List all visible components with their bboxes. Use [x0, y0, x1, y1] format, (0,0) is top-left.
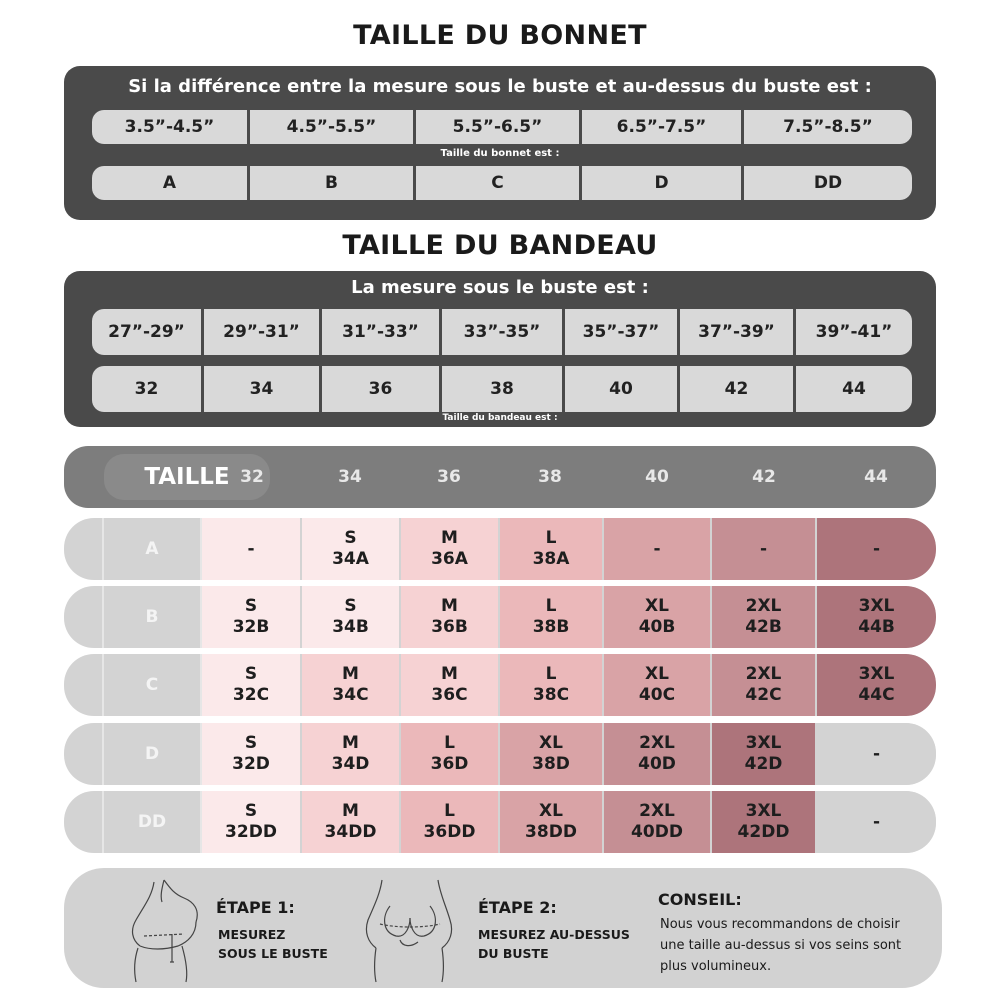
tip-text: [660, 914, 901, 977]
size-letter: S: [244, 733, 258, 753]
size-letter: M: [441, 664, 458, 684]
band-number-cell: 40: [565, 366, 680, 412]
cup-row-label: B: [102, 586, 202, 648]
size-code: 34C: [332, 685, 369, 705]
size-cell: [817, 791, 936, 853]
size-cell: [302, 723, 399, 785]
size-cell: [500, 654, 602, 716]
size-grid-header: [64, 446, 936, 508]
size-grid-row: [64, 518, 936, 580]
size-header-label: TAILLE: [104, 454, 270, 500]
size-letter: XL: [539, 801, 563, 821]
size-code: 34DD: [324, 822, 377, 842]
band-number-cell: 34: [204, 366, 322, 412]
size-cell: [712, 518, 815, 580]
size-letter: -: [247, 538, 255, 559]
cup-size-heading: Si la différence entre la mesure sous le buste et au-dessus du buste est :: [128, 76, 872, 97]
size-letter: 2XL: [639, 733, 675, 753]
size-code: 42C: [745, 685, 782, 705]
size-letter: S: [244, 801, 258, 821]
size-letter: 2XL: [745, 596, 782, 616]
cup-row-label: C: [102, 654, 202, 716]
measurement-steps-panel: [64, 868, 942, 988]
size-header-number: 40: [645, 467, 669, 487]
band-size-note: Taille du bandeau est :: [442, 413, 558, 423]
size-letter: L: [545, 528, 557, 548]
size-cell: [202, 791, 300, 853]
step1-text: [218, 925, 328, 963]
size-cell: [604, 586, 710, 648]
size-letter: -: [759, 538, 768, 559]
size-code: 34A: [332, 549, 369, 569]
size-letter: -: [872, 811, 881, 832]
cup-range-cell: 5.5”-6.5”: [416, 110, 582, 144]
size-header-number: 42: [752, 467, 776, 487]
size-cell: [500, 791, 602, 853]
band-number-cell: 44: [796, 366, 912, 412]
cup-letter-cell: C: [416, 166, 582, 200]
size-code: 44B: [858, 617, 895, 637]
cup-letter-cell: DD: [744, 166, 912, 200]
size-code: 38C: [532, 685, 570, 705]
measure-under-bust-illustration-icon: [124, 876, 214, 984]
step1-line: MESUREZ: [218, 927, 286, 942]
size-code: 40B: [638, 617, 676, 637]
size-letter: M: [441, 596, 458, 616]
band-range-cell: 35”-37”: [565, 309, 680, 355]
size-header-number: 36: [437, 467, 461, 487]
tip-title: CONSEIL:: [658, 890, 742, 909]
size-code: 32B: [232, 617, 270, 637]
size-letter: 3XL: [858, 596, 895, 616]
size-code: 36B: [431, 617, 468, 637]
size-code: 40C: [638, 685, 676, 705]
size-letter: 2XL: [745, 664, 782, 684]
size-grid-row: [64, 723, 936, 785]
cup-letter-cell: B: [250, 166, 416, 200]
size-letter: XL: [645, 664, 669, 684]
cup-row-label: D: [102, 723, 202, 785]
size-letter: XL: [539, 733, 563, 753]
cup-letter-cell: D: [582, 166, 744, 200]
size-header-number: 44: [864, 467, 888, 487]
band-range-cell: 37”-39”: [680, 309, 796, 355]
tip-line: Nous vous recommandons de choisir: [660, 917, 900, 932]
size-letter: S: [344, 528, 357, 548]
size-grid-row: [64, 586, 936, 648]
size-cell: [202, 518, 300, 580]
size-cell: [401, 586, 498, 648]
size-cell: [302, 791, 399, 853]
cup-range-cell: 4.5”-5.5”: [250, 110, 416, 144]
size-code: 38DD: [525, 822, 577, 842]
band-number-cell: 36: [322, 366, 442, 412]
cup-range-row: [92, 110, 912, 144]
size-code: 40DD: [631, 822, 683, 842]
size-letter: M: [441, 528, 458, 548]
size-letter: 3XL: [745, 733, 782, 753]
cup-row-label: DD: [102, 791, 202, 853]
cup-range-cell: 3.5”-4.5”: [92, 110, 250, 144]
size-letter: XL: [645, 596, 669, 616]
band-size-panel: [64, 271, 936, 427]
size-cell: [604, 654, 710, 716]
size-code: 44C: [858, 685, 895, 705]
size-letter: L: [545, 664, 557, 684]
step1-line: SOUS LE BUSTE: [218, 946, 328, 961]
size-letter: -: [872, 743, 881, 764]
band-size-heading: La mesure sous le buste est :: [351, 277, 649, 298]
size-cell: [604, 791, 710, 853]
size-cell: [401, 518, 498, 580]
size-cell: [817, 654, 936, 716]
band-range-cell: 39”-41”: [796, 309, 912, 355]
size-letter: L: [444, 801, 455, 821]
size-cell: [817, 586, 936, 648]
size-letter: M: [342, 733, 359, 753]
size-code: 32D: [232, 754, 270, 774]
cup-size-note: Taille du bonnet est :: [440, 148, 560, 159]
band-number-cell: 38: [442, 366, 565, 412]
band-number-cell: 42: [680, 366, 796, 412]
cup-row-label: A: [102, 518, 202, 580]
size-cell: [302, 654, 399, 716]
size-cell: [712, 654, 815, 716]
size-code: 38D: [532, 754, 570, 774]
size-code: 42B: [745, 617, 782, 637]
cup-letter-cell: A: [92, 166, 250, 200]
size-code: 32C: [232, 685, 270, 705]
size-code: 42DD: [737, 822, 790, 842]
size-header-number: 34: [338, 467, 362, 487]
size-letter: -: [872, 538, 881, 559]
size-cell: [817, 518, 936, 580]
band-range-row: [92, 309, 912, 355]
size-cell: [604, 723, 710, 785]
size-letter: M: [342, 801, 359, 821]
tip-line: une taille au-dessus si vos seins sont: [660, 938, 902, 953]
size-code: 32DD: [225, 822, 277, 842]
size-cell: [202, 586, 300, 648]
size-cell: [302, 518, 399, 580]
size-cell: [712, 723, 815, 785]
size-letter: M: [342, 664, 359, 684]
size-letter: 3XL: [745, 801, 782, 821]
cup-size-panel: [64, 66, 936, 220]
size-letter: L: [545, 596, 557, 616]
cup-letter-row: [92, 166, 912, 200]
size-code: 36D: [430, 754, 469, 774]
band-number-cell: 32: [92, 366, 204, 412]
size-letter: S: [244, 596, 258, 616]
size-header-number: 38: [538, 467, 562, 487]
size-cell: [712, 586, 815, 648]
measure-over-bust-illustration-icon: [360, 876, 460, 984]
size-letter: 3XL: [858, 664, 895, 684]
band-size-title: TAILLE DU BANDEAU: [342, 230, 658, 261]
size-code: 38A: [532, 549, 570, 569]
size-code: 38B: [532, 617, 570, 637]
cup-size-title: TAILLE DU BONNET: [353, 20, 647, 51]
size-letter: S: [344, 596, 357, 616]
cup-range-cell: 6.5”-7.5”: [582, 110, 744, 144]
step2-line: MESUREZ AU-DESSUS: [478, 927, 630, 942]
size-letter: S: [244, 664, 258, 684]
size-cell: [500, 586, 602, 648]
size-code: 36C: [431, 685, 468, 705]
size-cell: [712, 791, 815, 853]
size-cell: [401, 723, 498, 785]
size-cell: [817, 723, 936, 785]
size-grid-row: [64, 654, 936, 716]
size-code: 34D: [331, 754, 370, 774]
size-grid-row: [64, 791, 936, 853]
size-code: 36DD: [423, 822, 476, 842]
step2-title: ÉTAPE 2:: [478, 898, 557, 917]
tip-line: plus volumineux.: [660, 959, 772, 974]
step2-line: DU BUSTE: [478, 946, 549, 961]
cup-range-cell: 7.5”-8.5”: [744, 110, 912, 144]
size-code: 42D: [744, 754, 783, 774]
size-cell: [401, 791, 498, 853]
size-code: 36A: [431, 549, 468, 569]
band-range-cell: 27”-29”: [92, 309, 204, 355]
size-letter: -: [653, 538, 661, 559]
band-range-cell: 33”-35”: [442, 309, 565, 355]
band-range-cell: 29”-31”: [204, 309, 322, 355]
size-cell: [401, 654, 498, 716]
size-cell: [302, 586, 399, 648]
size-cell: [202, 654, 300, 716]
size-letter: L: [444, 733, 455, 753]
size-cell: [500, 723, 602, 785]
size-code: 40D: [638, 754, 676, 774]
band-range-cell: 31”-33”: [322, 309, 442, 355]
size-letter: 2XL: [639, 801, 675, 821]
size-cell: [500, 518, 602, 580]
size-cell: [604, 518, 710, 580]
size-code: 34B: [332, 617, 369, 637]
step2-text: [478, 925, 630, 963]
size-header-number: 32: [240, 467, 264, 487]
band-number-row: [92, 366, 912, 412]
size-cell: [202, 723, 300, 785]
step1-title: ÉTAPE 1:: [216, 898, 295, 917]
